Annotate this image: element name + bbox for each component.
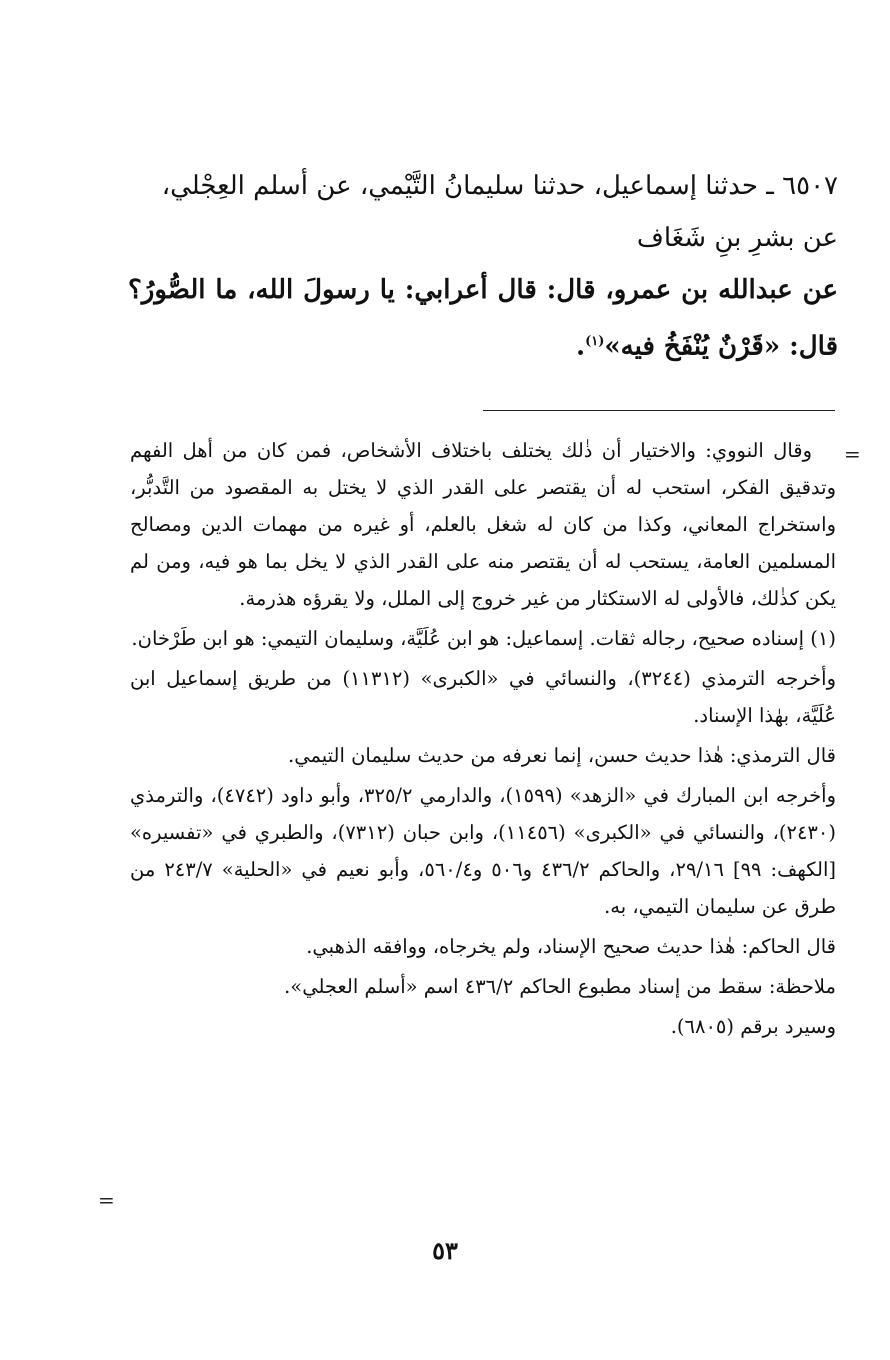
- continuation-mark-top: =: [844, 442, 861, 466]
- continuation-mark-bottom: =: [98, 1188, 115, 1212]
- hadith-text: [128, 160, 838, 373]
- takhrij-1: وأخرجه الترمذي (٣٢٤٤)، والنسائي في «الكبرى» (١١٣١٢) من طريق إسماعيل ابن عُلَيَّة، بهٰذا الإسناد.: [130, 667, 837, 727]
- isnad-line-1: ٦٥٠٧ ـ حدثنا إسماعيل، حدثنا سليمانُ التَّيْمي، عن أسلم العِجْلي،: [161, 171, 838, 201]
- mulahaza-note: ملاحظة: سقط من إسناد مطبوع الحاكم ٤٣٦/٢ اسم «أسلم العجلي».: [284, 975, 836, 998]
- footnote-separator: [483, 410, 835, 411]
- hadith-isnad: [128, 160, 838, 264]
- isnad-line-2: عن بشرِ بنِ شَغَاف: [636, 223, 838, 253]
- matn-end: .: [576, 331, 586, 362]
- footnote-ref: (١): [585, 334, 605, 349]
- hakim-ruling: قال الحاكم: هٰذا حديث صحيح الإسناد، ولم يخرجاه، ووافقه الذهبي.: [306, 935, 836, 958]
- footnotes: [130, 432, 836, 1048]
- hadith-matn: [128, 264, 838, 373]
- matn-line-1: عن عبدالله بن عمرو، قال: قال أعرابي: يا رسولَ الله، ما: [215, 275, 838, 305]
- footnote-1: (١) إسناده صحيح، رجاله ثقات. إسماعيل: هو ابن عُلَيَّة، وسليمان التيمي: هو ابن طَرْخان.: [131, 627, 836, 650]
- matn-line-2: الصُّورُ؟ قال: «قَرْنٌ يُنْفَخُ فيه»: [128, 275, 838, 362]
- nawawi-paragraph: وقال النووي: والاختيار أن ذٰلك يختلف باختلاف الأشخاص، فمن كان من أهل الفهم وتدقيق الفكر، استحب له أن يقتصر على القدر الذي لا يختل به المقصود من التَّدبُّر، واستخراج المعاني، وكذا من كان له شغل بالعلم، أو غيره من مهمات الدين ومصالح المسلمين العامة، يستحب له أن يقتصر منه على القدر الذي لا يخل بما هو فيه، ومن لم يكن كذٰلك، فالأولى له الاستكثار من غير خروج إلى الملل، ولا يقرؤه هذرمة.: [130, 439, 836, 610]
- takhrij-2: وأخرجه ابن المبارك في «الزهد» (١٥٩٩)، والدارمي ٣٢٥/٢، وأبو داود (٤٧٤٢)، والترمذي (٢٤٣٠)، والنسائي في «الكبرى» (١١٤٥٦)، وابن حبان (٧٣١٢)، والطبري في «تفسيره» [الكهف: ٩٩] ٢٩/١٦، والحاكم ٤٣٦/٢ و٥٠٦ و٥٦٠/٤، وأبو نعيم في «الحلية» ٢٤٣/٧ من طرق عن سليمان التيمي، به.: [130, 784, 837, 918]
- tirmidhi-ruling: قال الترمذي: هٰذا حديث حسن، إنما نعرفه من حديث سليمان التيمي.: [288, 744, 836, 767]
- page-number: ٥٣: [432, 1236, 458, 1265]
- cross-reference: وسيرد برقم (٦٨٠٥).: [670, 1015, 836, 1038]
